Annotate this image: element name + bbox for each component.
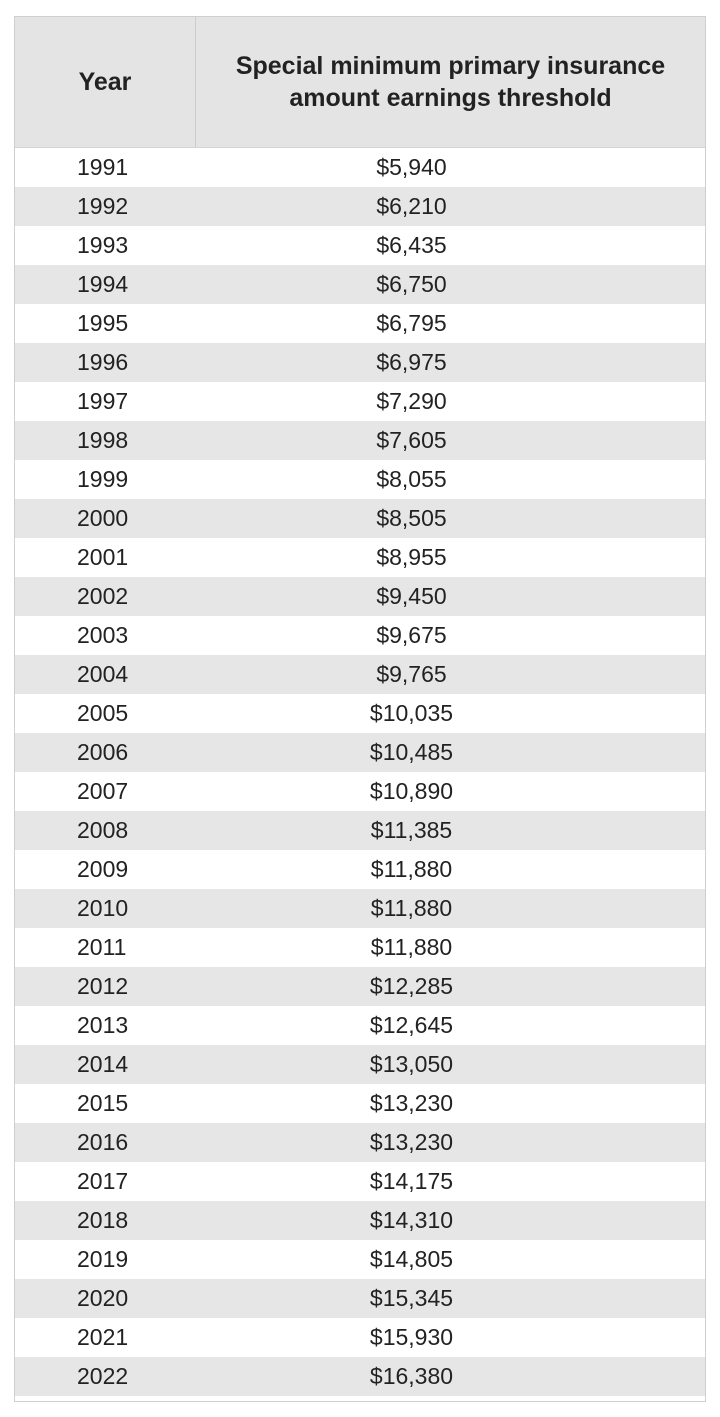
threshold-cell: $16,380 <box>369 1363 454 1389</box>
threshold-cell: $6,975 <box>376 349 447 375</box>
table-row <box>15 889 705 928</box>
table-row <box>15 616 705 655</box>
threshold-cell: $9,765 <box>376 661 447 687</box>
year-cell: 1998 <box>77 427 129 453</box>
year-cell: 2000 <box>77 505 129 531</box>
table-row <box>15 1240 705 1279</box>
threshold-cell: $7,290 <box>376 388 447 414</box>
threshold-cell: $10,485 <box>369 739 454 765</box>
table-row <box>15 1006 705 1045</box>
table-row <box>15 382 705 421</box>
year-cell: 1995 <box>77 310 129 336</box>
table-row <box>15 1357 705 1396</box>
table-body <box>15 148 705 1396</box>
header-year: Year <box>15 17 196 147</box>
threshold-cell: $9,450 <box>376 583 447 609</box>
table-row <box>15 577 705 616</box>
year-cell: 1997 <box>77 388 129 414</box>
threshold-cell: $10,035 <box>369 700 454 726</box>
table-row <box>15 265 705 304</box>
threshold-cell: $5,940 <box>376 154 447 180</box>
table-row <box>15 850 705 889</box>
year-cell: 1999 <box>77 466 129 492</box>
threshold-cell: $14,310 <box>369 1207 454 1233</box>
threshold-cell: $6,435 <box>376 232 447 258</box>
year-cell: 1993 <box>77 232 129 258</box>
year-cell: 2009 <box>77 856 129 882</box>
year-cell: 2013 <box>77 1012 129 1038</box>
threshold-cell: $8,505 <box>376 505 447 531</box>
table-row <box>15 226 705 265</box>
threshold-cell: $11,880 <box>370 934 453 960</box>
year-cell: 2015 <box>77 1090 129 1116</box>
table-row <box>15 187 705 226</box>
threshold-cell: $12,645 <box>369 1012 454 1038</box>
table-row <box>15 538 705 577</box>
year-cell: 2016 <box>77 1129 129 1155</box>
year-cell: 2006 <box>77 739 129 765</box>
table-row <box>15 772 705 811</box>
threshold-cell: $7,605 <box>376 427 447 453</box>
threshold-cell: $11,880 <box>370 856 453 882</box>
threshold-cell: $13,050 <box>369 1051 454 1077</box>
table-row <box>15 1279 705 1318</box>
table-row <box>15 1045 705 1084</box>
year-cell: 2003 <box>77 622 129 648</box>
year-cell: 1994 <box>77 271 129 297</box>
threshold-cell: $10,890 <box>369 778 454 804</box>
table-row <box>15 733 705 772</box>
threshold-cell: $11,385 <box>370 817 453 843</box>
threshold-cell: $13,230 <box>369 1129 454 1155</box>
threshold-cell: $11,880 <box>370 895 453 921</box>
year-cell: 2004 <box>77 661 129 687</box>
threshold-cell: $14,175 <box>369 1168 454 1194</box>
year-cell: 1996 <box>77 349 129 375</box>
threshold-cell: $8,955 <box>376 544 447 570</box>
year-cell: 2017 <box>77 1168 129 1194</box>
table-row <box>15 1201 705 1240</box>
threshold-cell: $6,750 <box>376 271 447 297</box>
table-row <box>15 1123 705 1162</box>
header-threshold: Special minimum primary insurance amount earnings threshold <box>235 52 666 112</box>
table-row <box>15 148 705 187</box>
threshold-cell: $13,230 <box>369 1090 454 1116</box>
threshold-table <box>14 16 706 1402</box>
table-row <box>15 304 705 343</box>
table-row <box>15 811 705 850</box>
table-row <box>15 460 705 499</box>
year-cell: 1992 <box>77 193 129 219</box>
table-row <box>15 928 705 967</box>
table-header <box>15 17 705 148</box>
threshold-cell: $6,210 <box>376 193 447 219</box>
year-cell: 2011 <box>77 934 127 960</box>
threshold-cell: $9,675 <box>376 622 447 648</box>
year-cell: 2020 <box>77 1285 129 1311</box>
table-row <box>15 967 705 1006</box>
year-cell: 2021 <box>77 1324 129 1350</box>
table-row <box>15 655 705 694</box>
threshold-cell: $12,285 <box>369 973 454 999</box>
year-cell: 2018 <box>77 1207 129 1233</box>
table-row <box>15 1162 705 1201</box>
threshold-cell: $15,930 <box>369 1324 454 1350</box>
table-row <box>15 343 705 382</box>
year-cell: 2019 <box>77 1246 129 1272</box>
table-row <box>15 499 705 538</box>
year-cell: 2007 <box>77 778 129 804</box>
threshold-cell: $14,805 <box>369 1246 454 1272</box>
year-cell: 2012 <box>77 973 129 999</box>
year-cell: 2005 <box>77 700 129 726</box>
threshold-cell: $15,345 <box>369 1285 454 1311</box>
year-cell: 2001 <box>77 544 129 570</box>
year-cell: 2010 <box>77 895 129 921</box>
threshold-cell: $6,795 <box>376 310 447 336</box>
threshold-cell: $8,055 <box>376 466 447 492</box>
table-row <box>15 694 705 733</box>
year-cell: 2008 <box>77 817 129 843</box>
table-row <box>15 1318 705 1357</box>
year-cell: 1991 <box>77 154 129 180</box>
year-cell: 2022 <box>77 1363 129 1389</box>
table-row <box>15 421 705 460</box>
year-cell: 2002 <box>77 583 129 609</box>
year-cell: 2014 <box>77 1051 129 1077</box>
table-row <box>15 1084 705 1123</box>
